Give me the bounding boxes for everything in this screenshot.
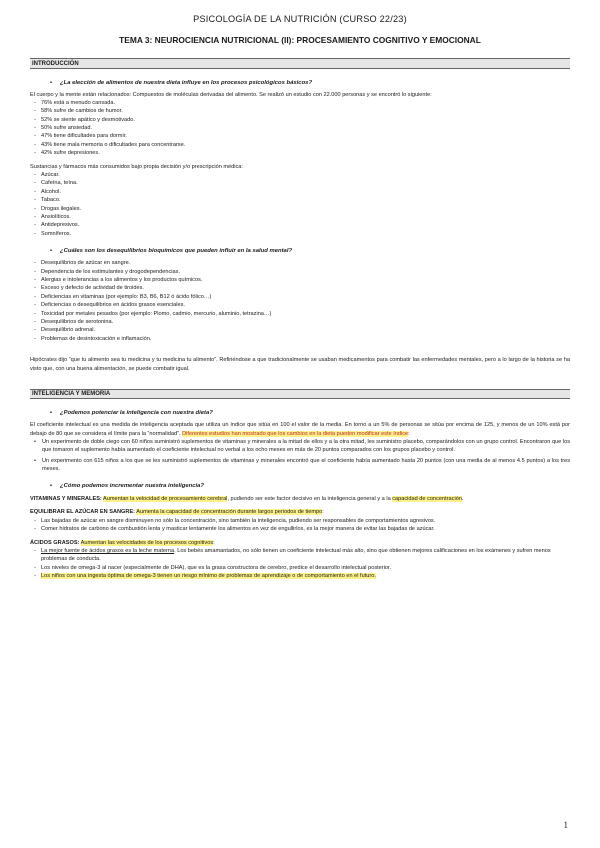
highlight-text: Aumenta la capacidad de concentración durante largos periodos de tiempo [136, 509, 323, 516]
list-item: - Problemas de desintoxicación e inflamación. [34, 335, 570, 343]
list-item: - 47% tiene dificultades para dormir. [34, 132, 570, 140]
text-run: : [408, 430, 410, 437]
document-title: PSICOLOGÍA DE LA NUTRICIÓN (CURSO 22/23) [193, 14, 407, 24]
text-run: . Los bebés amamantados, no sólo tienen un coeficiente intelectual más alto, sino que obtienen mejores calificaciones en los exámenes y sufren menos problemas de conducta. [41, 547, 551, 563]
text-run: El coeficiente intelectual es una medida de inteligencia aceptada que utiliza un índice que sitúa en 100 el valor de la media. En torno a un 5% de personas se sitúa por encima de 125, y menos de un 10% está por debajo de 80 que se considera el límite para la “normalidad”. [30, 422, 570, 437]
page-number: 1 [563, 820, 568, 830]
section-heading-inteligencia: INTELIGENCIA Y MEMORIA [30, 389, 570, 400]
list-item: - Las bajadas de azúcar en sangre disminuyen no sólo la concentración, sino también la inteligencia, pudiendo ser responsables de comportamientos agresivos. [34, 517, 570, 525]
text-run: : [213, 539, 215, 546]
text-run: : [322, 509, 324, 516]
stats-list [30, 99, 570, 158]
label-acidos-grasos: ÁCIDOS GRASOS: [30, 539, 80, 546]
label-vitaminas: VITAMINAS Y MINERALES: [30, 496, 102, 503]
list-item: - Alergias e intolerancias a los alimentos y los productos químicos. [34, 276, 570, 284]
list-item: - Toxicidad por metales pesados (por ejemplo: Plomo, cadmio, mercurio, aluminio, tetrazina…) [34, 310, 570, 318]
list-item: - Comer hidratos de carbono de combustión lenta y masticar lentamente los alimentos en vez de engullirlos, es la mejor manera de evitar las bajadas de azúcar. [34, 525, 570, 533]
highlight-text: capacidad de concentración [392, 496, 462, 503]
experiments-list [30, 438, 570, 473]
list-item: - Desequilibrios de azúcar en sangre. [34, 259, 570, 267]
paragraph-acidos-grasos [30, 539, 570, 547]
list-item [34, 547, 570, 564]
list-item: - 58% sufre de cambios de humor. [34, 107, 570, 115]
list-item: - Ansiolíticos. [34, 213, 570, 221]
list-item: - Deficiencias o desequilibrios en ácidos grasos esenciales. [34, 301, 570, 309]
azucar-list [30, 517, 570, 534]
list-item: - Azúcar. [34, 171, 570, 179]
label-azucar: EQUILIBRAR EL AZÚCAR EN SANGRE: [30, 509, 136, 516]
document-page [30, 14, 570, 580]
list-item: - Cafeína, teína. [34, 179, 570, 187]
list-item: - Desequilibrio adrenal. [34, 326, 570, 334]
list-item: • Un experimento de doble ciego con 60 niños suministró suplementos de vitaminas y minerales a la mitad de ellos y a la otra mitad, les suministro placebo, comparándolos con un grupo control. Encontraron que los que tomaron el suplemento había aumentado el coeficiente intelectual no verbal a los ocho meses en más de 20 puntos comparados con los grupos placebo y control. [34, 438, 570, 455]
list-item: - 52% se siente apático y desmotivado. [34, 116, 570, 124]
highlight-text: Los niños con una ingesta óptima de omega-3 tienen un riesgo mínimo de problemas de aprendizaje o de comportamiento en el futuro. [41, 573, 376, 580]
question-heading: • ¿Cómo podemos incrementar nuestra inteligencia? [30, 482, 570, 490]
text-run: , pudiendo ser este factor decisivo en la inteligencia general y a la [227, 496, 393, 503]
highlight-text: Diferentes estudios han mostrado que los cambios en la dieta pueden modificar este índice [182, 430, 409, 437]
paragraph: El cuerpo y la mente están relacionados: Compuestos de moléculas derivadas del alimento. Se realizó un estudio con 22.000 personas y se encontró lo siguiente: [30, 91, 432, 98]
paragraph-vitaminas [30, 495, 570, 503]
section-heading-introduccion: INTRODUCCIÓN [30, 58, 570, 69]
list-item: - Drogas ilegales. [34, 205, 570, 213]
highlight-text: Aumentan la velocidad de procesamiento cerebral [103, 496, 228, 503]
list-item: - Los niveles de omega-3 al nacer (especialmente de DHA), que es la grasa constructora de cerebro, predice el desarrollo intelectual posterior. [34, 564, 570, 572]
question-heading: • ¿Podemos potenciar la inteligencia con nuestra dieta? [30, 409, 570, 417]
paragraph-azucar [30, 508, 570, 516]
text-run: . [461, 496, 464, 503]
list-item: - Desequilibrios de serotonina. [34, 318, 570, 326]
highlight-text: Aumentan las velocidades de los procesos cognitivos [80, 539, 214, 546]
imbalances-list [30, 259, 570, 343]
list-item [34, 572, 570, 580]
list-item: - 76% está a menudo cansada. [34, 99, 570, 107]
underlined-text: La mejor fuente de ácidos grasos es la leche materna [41, 547, 175, 554]
question-heading: • ¿Cuáles son los desequilibrios bioquímicos que pueden influir en la salud mental? [30, 247, 570, 255]
document-subtitle: TEMA 3: NEUROCIENCIA NUTRICIONAL (II): PROCESAMIENTO COGNITIVO Y EMOCIONAL [119, 35, 481, 45]
list-item: - Deficiencias en vitaminas (por ejemplo: B3, B6, B12 ó ácido fólico…) [34, 293, 570, 301]
list-item: - Exceso y defecto de actividad de tiroides. [34, 284, 570, 292]
question-heading: • ¿La elección de alimentos de nuestra dieta influye en los procesos psicológicos básicos? [30, 79, 570, 87]
list-item: - Antidepresivos. [34, 221, 570, 229]
list-item: - 42% sufre depresiones. [34, 149, 570, 157]
list-item: - Dependencia de los estimulantes y drogodependencias. [34, 268, 570, 276]
list-item: - 50% sufre ansiedad. [34, 124, 570, 132]
substances-list [30, 171, 570, 238]
list-item: - Tabaco. [34, 196, 570, 204]
paragraph-hipocrates: Hipócrates dijo “que tu alimento sea tu medicina y tu medicina tu alimento”. Refiriéndose a que tradicionalmente se usaban medicamentos para combatir las enfermedades mentales, pero a lo largo de la historia se ha visto que, con una buena alimentación, se puede combatir igual. [30, 357, 570, 372]
paragraph-coeficiente [30, 421, 570, 438]
list-item: - Somníferos. [34, 230, 570, 238]
list-item: - Alcohol. [34, 188, 570, 196]
paragraph: Sustancias y fármacos más consumidos bajo propia decisión y/o prescripción médica: [30, 163, 243, 170]
list-item: • Un experimento con 615 niños a los que se les suministró suplementos de vitaminas y minerales encontró que el coeficiente había aumentado hasta 20 puntos (con una media de al menos 4.5 puntos) a los tres meses. [34, 457, 570, 474]
list-item: - 43% tiene mala memoria o dificultades para concentrarse. [34, 141, 570, 149]
acidos-grasos-list [30, 547, 570, 581]
